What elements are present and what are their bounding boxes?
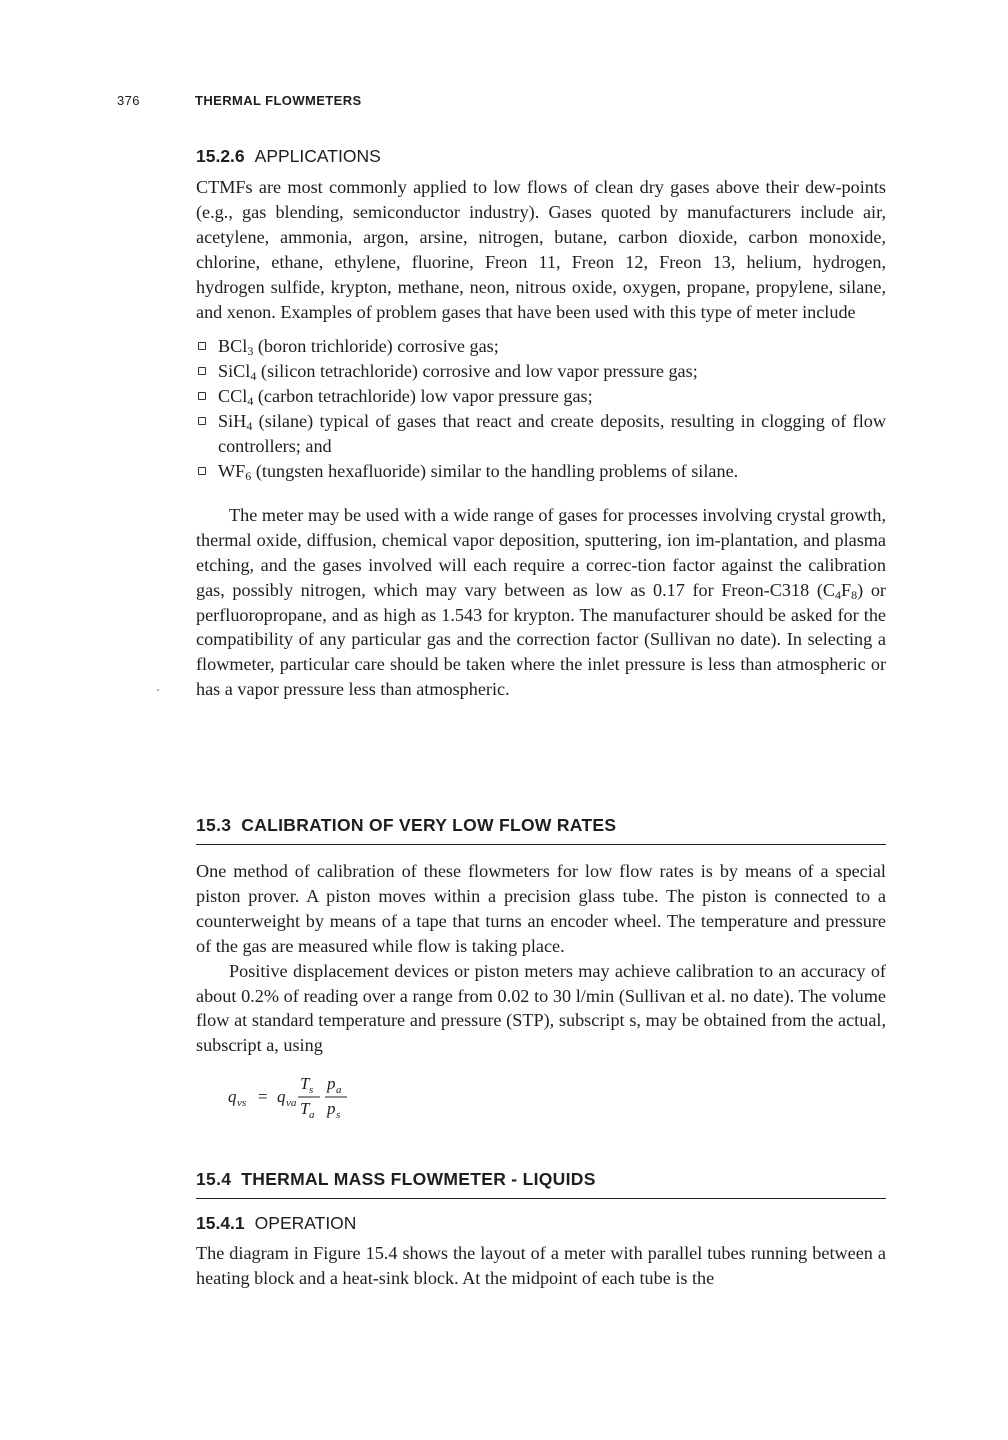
svg-text:s: s [309,1084,314,1096]
svg-text:a: a [309,1109,315,1121]
list-item: BCl$_3$ (boron trichloride) corrosive gas; [196,334,886,359]
svg-text:vs: vs [237,1097,247,1109]
paragraph: The diagram in Figure 15.4 shows the layout of a meter with parallel tubes running between a heating block and a heat-sink block. At the midpoint of each tube is the [196,1243,886,1288]
checkbox-bullet-icon [198,342,206,350]
list-item: CCl$_4$ (carbon tetrachloride) low vapor pressure gas; [196,384,886,409]
heading-title: THERMAL MASS FLOWMETER - LIQUIDS [241,1169,596,1189]
section-heading [196,815,886,845]
svg-text:a: a [336,1084,342,1096]
list-item: SiCl$_4$ (silicon tetrachloride) corrosive and low vapor pressure gas; [196,359,886,384]
heading-number: 15.2.6 [196,146,245,166]
svg-text:p: p [327,1099,336,1118]
list-item: $WF_6$ (tungsten hexafluoride) similar to the handling problems of silane. [196,459,886,484]
paragraph: CTMFs are most commonly applied to low flows of clean dry gases above their dew-points (e.g., gas blending, semiconductor industry). Gases quoted by manufacturers include air, acetylene, ammonia, argon, arsine, nitrogen, butane, carbon dioxide, carbon monoxide, chlorine, ethane, ethylene, fluorine, Freon 11, Freon 12, Freon 13, helium, hydrogen, hydrogen sulfide, krypton, methane, neon, nitrous oxide, oxygen, propane, propylene, silane, and xenon. Examples of problem gases that have been used with this type of meter include [196,177,886,322]
checkbox-bullet-icon [198,367,206,375]
svg-text:q: q [228,1087,237,1106]
paragraph: One method of calibration of these flowmeters for low flow rates is by means of a special piston prover. A piston moves within a precision glass tube. The piston is connected to a counterweight by means of a tape that turns an encoder wheel. The temperature and pressure of the gas are measured while flow is taking place. [196,861,886,956]
running-head [117,93,362,108]
scan-speck [157,689,159,691]
equation [228,1066,388,1133]
list-item: SiH$_4$ (silane) typical of gases that react and create deposits, resulting in clogging of flow controllers; and [196,409,886,459]
section-15-2-6 [196,146,886,702]
heading-number: 15.3 [196,815,232,835]
svg-text:q: q [277,1087,286,1106]
svg-text:T: T [300,1099,310,1118]
heading-number: 15.4.1 [196,1213,245,1233]
svg-text:p: p [327,1074,336,1093]
heading-title: OPERATION [254,1213,357,1233]
checkbox-bullet-icon [198,392,206,400]
heading-number: 15.4 [196,1169,232,1189]
section-heading [196,1169,886,1199]
svg-text:s: s [336,1109,341,1121]
subsection-heading [196,1213,886,1234]
subsection-heading [196,146,886,167]
heading-title: APPLICATIONS [254,146,381,166]
page-number: 376 [117,93,140,108]
section-15-4-1 [196,1213,886,1291]
section-15-3 [196,815,886,1058]
svg-text:T: T [300,1074,310,1093]
paragraph: The meter may be used with a wide range of gases for processes involving crystal growth, thermal oxide, diffusion, chemical vapor deposition, sputtering, ion im-plantation, and plasma etching, and the gases involved will each require a correc-tion factor against the calibration gas, possibly nitrogen, which may vary between as low as 0.17 for Freon-C318 $(C_4F_8)$ or perfluoropropane, and as high as 1.543 for krypton. The manufacturer should be asked for the compatibility of any particular gas and the correction factor (Sullivan no date). In selecting a flowmeter, particular care should be taken where the inlet pressure is less than atmospheric or has a vapor pressure less than atmospheric. [196,504,886,700]
checkbox-bullet-icon [198,467,206,475]
heading-title: CALIBRATION OF VERY LOW FLOW RATES [241,815,617,835]
svg-text:va: va [286,1097,297,1109]
svg-text:=: = [258,1087,268,1106]
bullet-list [196,334,886,483]
running-head-title: THERMAL FLOWMETERS [195,93,362,108]
paragraph: Positive displacement devices or piston meters may achieve calibration to an accuracy of about 0.2% of reading over a range from 0.02 to 30 l/min (Sullivan et al. no date). The volume flow at standard temperature and pressure (STP), subscript s, may be obtained from the actual, subscript a, using [196,960,886,1056]
checkbox-bullet-icon [198,417,206,425]
section-15-4 [196,1169,886,1199]
